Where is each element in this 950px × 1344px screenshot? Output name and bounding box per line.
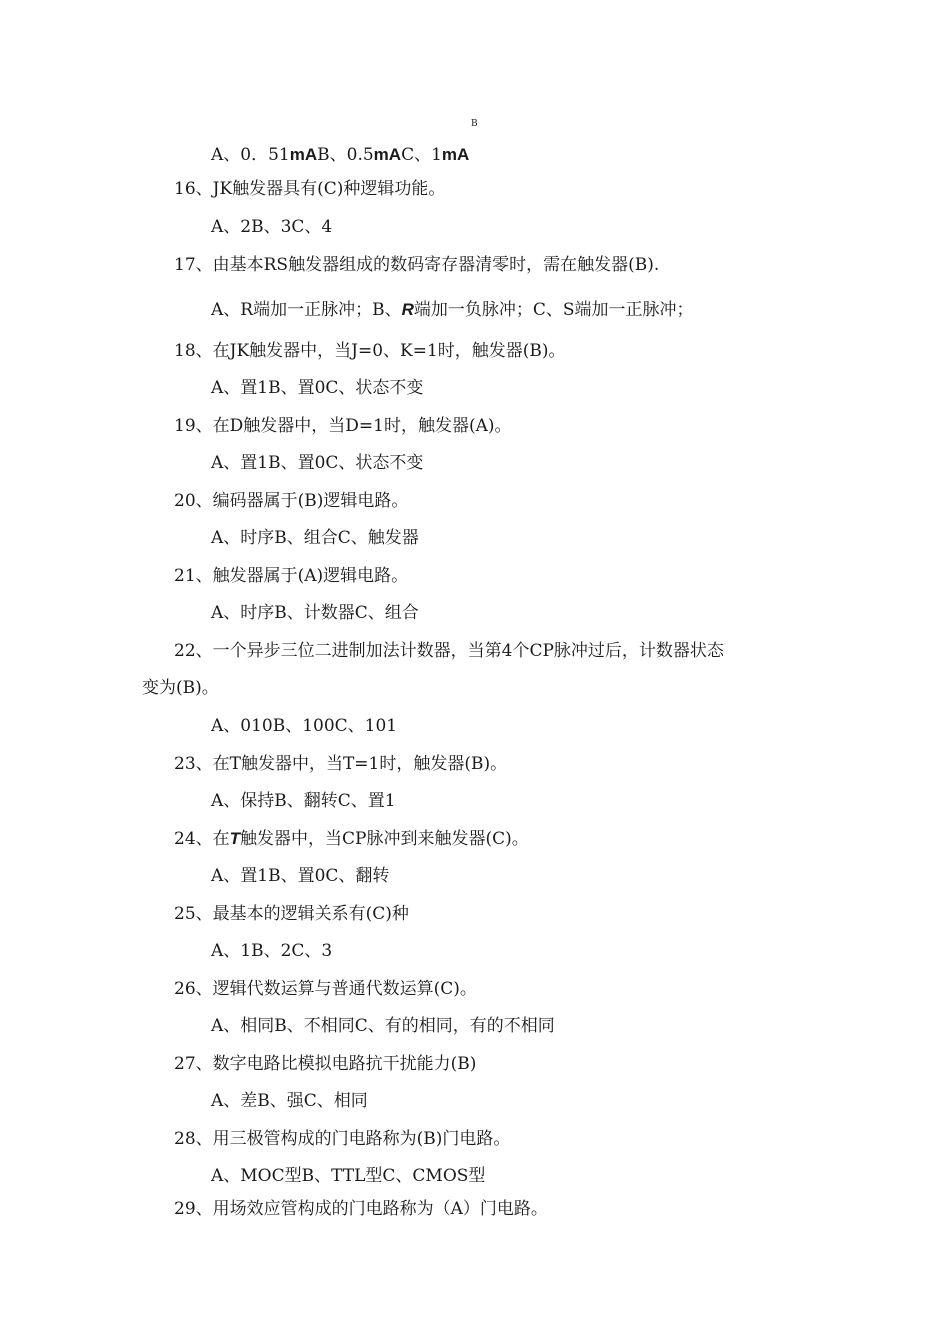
question-19: 19、在D触发器中，当D=1时，触发器(A)。: [174, 416, 512, 436]
q18-options: A、置1B、置0C、状态不变: [211, 378, 424, 398]
question-26: 26、逻辑代数运算与普通代数运算(C)。: [174, 979, 477, 999]
question-25: 25、最基本的逻辑关系有(C)种: [174, 904, 409, 924]
question-22: 22、一个异步三位二进制加法计数器，当第4个CP脉冲过后，计数器状态: [174, 641, 724, 661]
question-20: 20、编码器属于(B)逻辑电路。: [174, 491, 409, 511]
q16-options: A、2B、3C、4: [211, 217, 333, 237]
question-27: 27、数字电路比模拟电路抗干扰能力(B): [174, 1054, 477, 1074]
q28-options: A、MOC型B、TTL型C、CMOS型: [211, 1166, 486, 1186]
question-17: 17、由基本RS触发器组成的数码寄存器清零时，需在触发器(B).: [174, 255, 660, 275]
q23-options: A、保持B、翻转C、置1: [211, 791, 396, 811]
q20-options: A、时序B、组合C、触发器: [211, 528, 419, 548]
q21-options: A、时序B、计数器C、组合: [211, 603, 419, 623]
q25-options: A、1B、2C、3: [211, 941, 333, 961]
q22-options: A、010B、100C、101: [211, 716, 398, 736]
question-29: 29、用场效应管构成的门电路称为（A）门电路。: [174, 1199, 548, 1219]
q26-options: A、相同B、不相同C、有的相同，有的不相同: [211, 1016, 555, 1036]
q15-options: A、0．51mAB、0.5mAC、1mA: [211, 145, 470, 165]
q27-options: A、差B、强C、相同: [211, 1091, 368, 1111]
question-23: 23、在T触发器中，当T=1时，触发器(B)。: [174, 754, 508, 774]
q19-options: A、置1B、置0C、状态不变: [211, 453, 424, 473]
q17-options: A、R端加一正脉冲；B、R端加一负脉冲；C、S端加一正脉冲；: [211, 300, 694, 320]
top-mark: B: [471, 119, 478, 129]
question-16: 16、JK触发器具有(C)种逻辑功能。: [174, 179, 446, 199]
question-24: 24、在T触发器中，当CP脉冲到来触发器(C)。: [174, 829, 529, 849]
question-18: 18、在JK触发器中，当J=0、K=1时，触发器(B)。: [174, 341, 566, 361]
question-22-continued: 变为(B)。: [142, 678, 219, 698]
question-28: 28、用三极管构成的门电路称为(B)门电路。: [174, 1129, 511, 1149]
question-21: 21、触发器属于(A)逻辑电路。: [174, 566, 409, 586]
q24-options: A、置1B、置0C、翻转: [211, 866, 390, 886]
